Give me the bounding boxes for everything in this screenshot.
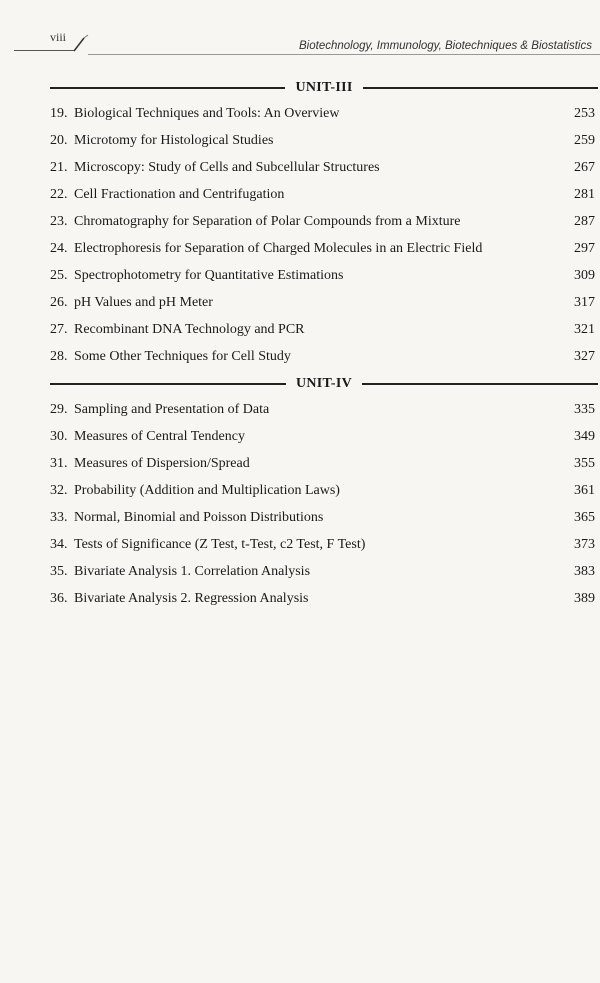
chapter-number: 20.	[50, 133, 68, 148]
toc-entry[interactable]	[50, 537, 595, 557]
chapter-number: 19.	[50, 106, 68, 121]
toc-entry[interactable]	[50, 187, 595, 207]
chapter-title: Chromatography for Separation of Polar Compounds from a Mixture	[74, 214, 461, 229]
chapter-page: 327	[574, 349, 595, 364]
chapter-page: 335	[574, 402, 595, 417]
chapter-title: Spectrophotometry for Quantitative Estimations	[74, 268, 344, 283]
divider-rule	[50, 87, 285, 89]
chapter-page: 355	[574, 456, 595, 471]
unit-divider-iii	[50, 78, 598, 98]
chapter-title: Microtomy for Histological Studies	[74, 133, 274, 148]
chapter-title: Microscopy: Study of Cells and Subcellular Structures	[74, 160, 380, 175]
toc-entry[interactable]	[50, 295, 595, 315]
chapter-number: 24.	[50, 241, 68, 256]
page-number: viii	[50, 30, 67, 44]
chapter-title: Bivariate Analysis 1. Correlation Analysis	[74, 564, 311, 579]
toc-entry[interactable]	[50, 133, 595, 153]
toc-entry[interactable]	[50, 456, 595, 476]
chapter-title: Probability (Addition and Multiplication Laws)	[74, 483, 340, 498]
chapter-page: 373	[574, 537, 595, 552]
chapter-title: Measures of Central Tendency	[74, 429, 245, 444]
chapter-page: 361	[574, 483, 595, 498]
toc-entry[interactable]	[50, 510, 595, 530]
header-rule-left	[14, 50, 74, 51]
chapter-page: 287	[574, 214, 595, 229]
chapter-number: 30.	[50, 429, 68, 444]
unit-heading: UNIT-IV	[295, 376, 353, 391]
chapter-page: 281	[574, 187, 595, 202]
page-header	[0, 0, 600, 60]
toc-entry[interactable]	[50, 322, 595, 342]
chapter-page: 365	[574, 510, 595, 525]
divider-rule	[363, 87, 598, 89]
chapter-title: Measures of Dispersion/Spread	[74, 456, 250, 471]
running-title: Biotechnology, Immunology, Biotechniques & Biostatistics	[299, 40, 592, 52]
toc-entry[interactable]	[50, 160, 595, 180]
chapter-number: 23.	[50, 214, 68, 229]
chapter-page: 383	[574, 564, 595, 579]
toc-entry[interactable]	[50, 402, 595, 422]
chapter-page: 317	[574, 295, 595, 310]
chapter-page: 349	[574, 429, 595, 444]
chapter-title: pH Values and pH Meter	[74, 295, 213, 310]
chapter-number: 29.	[50, 402, 68, 417]
chapter-title: Electrophoresis for Separation of Charged Molecules in an Electric Field	[74, 241, 483, 256]
chapter-number: 25.	[50, 268, 68, 283]
chapter-number: 26.	[50, 295, 68, 310]
chapter-page: 253	[574, 106, 595, 121]
chapter-number: 35.	[50, 564, 68, 579]
divider-rule	[50, 383, 286, 385]
chapter-page: 321	[574, 322, 595, 337]
chapter-page: 259	[574, 133, 595, 148]
chapter-number: 36.	[50, 591, 68, 606]
toc-entry[interactable]	[50, 429, 595, 449]
chapter-page: 309	[574, 268, 595, 283]
chapter-number: 34.	[50, 537, 68, 552]
chapter-number: 28.	[50, 349, 68, 364]
chapter-title: Cell Fractionation and Centrifugation	[74, 187, 285, 202]
chapter-title: Some Other Techniques for Cell Study	[74, 349, 291, 364]
divider-rule	[362, 383, 598, 385]
toc-entry[interactable]	[50, 349, 595, 369]
unit-heading: UNIT-III	[295, 80, 353, 95]
chapter-number: 32.	[50, 483, 68, 498]
chapter-number: 27.	[50, 322, 68, 337]
chapter-number: 33.	[50, 510, 68, 525]
chapter-number: 22.	[50, 187, 68, 202]
chapter-title: Recombinant DNA Technology and PCR	[74, 322, 305, 337]
header-rule	[88, 54, 600, 55]
chapter-page: 389	[574, 591, 595, 606]
chapter-page: 267	[574, 160, 595, 175]
toc-entry[interactable]	[50, 564, 595, 584]
toc-entry[interactable]	[50, 483, 595, 503]
toc-entry[interactable]	[50, 268, 595, 288]
chapter-number: 31.	[50, 456, 68, 471]
toc-entry[interactable]	[50, 106, 595, 126]
chapter-title: Biological Techniques and Tools: An Overview	[74, 106, 340, 121]
chapter-title: Bivariate Analysis 2. Regression Analysis	[74, 591, 309, 606]
slash-ornament-icon	[72, 34, 90, 52]
toc-entry[interactable]	[50, 241, 595, 261]
chapter-title: Normal, Binomial and Poisson Distributions	[74, 510, 324, 525]
chapter-page: 297	[574, 241, 595, 256]
toc-entry[interactable]	[50, 214, 595, 234]
toc-entry[interactable]	[50, 591, 595, 611]
chapter-number: 21.	[50, 160, 68, 175]
chapter-title: Sampling and Presentation of Data	[74, 402, 270, 417]
chapter-title: Tests of Significance (Z Test, t-Test, c2 Test, F Test)	[74, 537, 366, 552]
unit-divider-iv	[50, 374, 598, 394]
